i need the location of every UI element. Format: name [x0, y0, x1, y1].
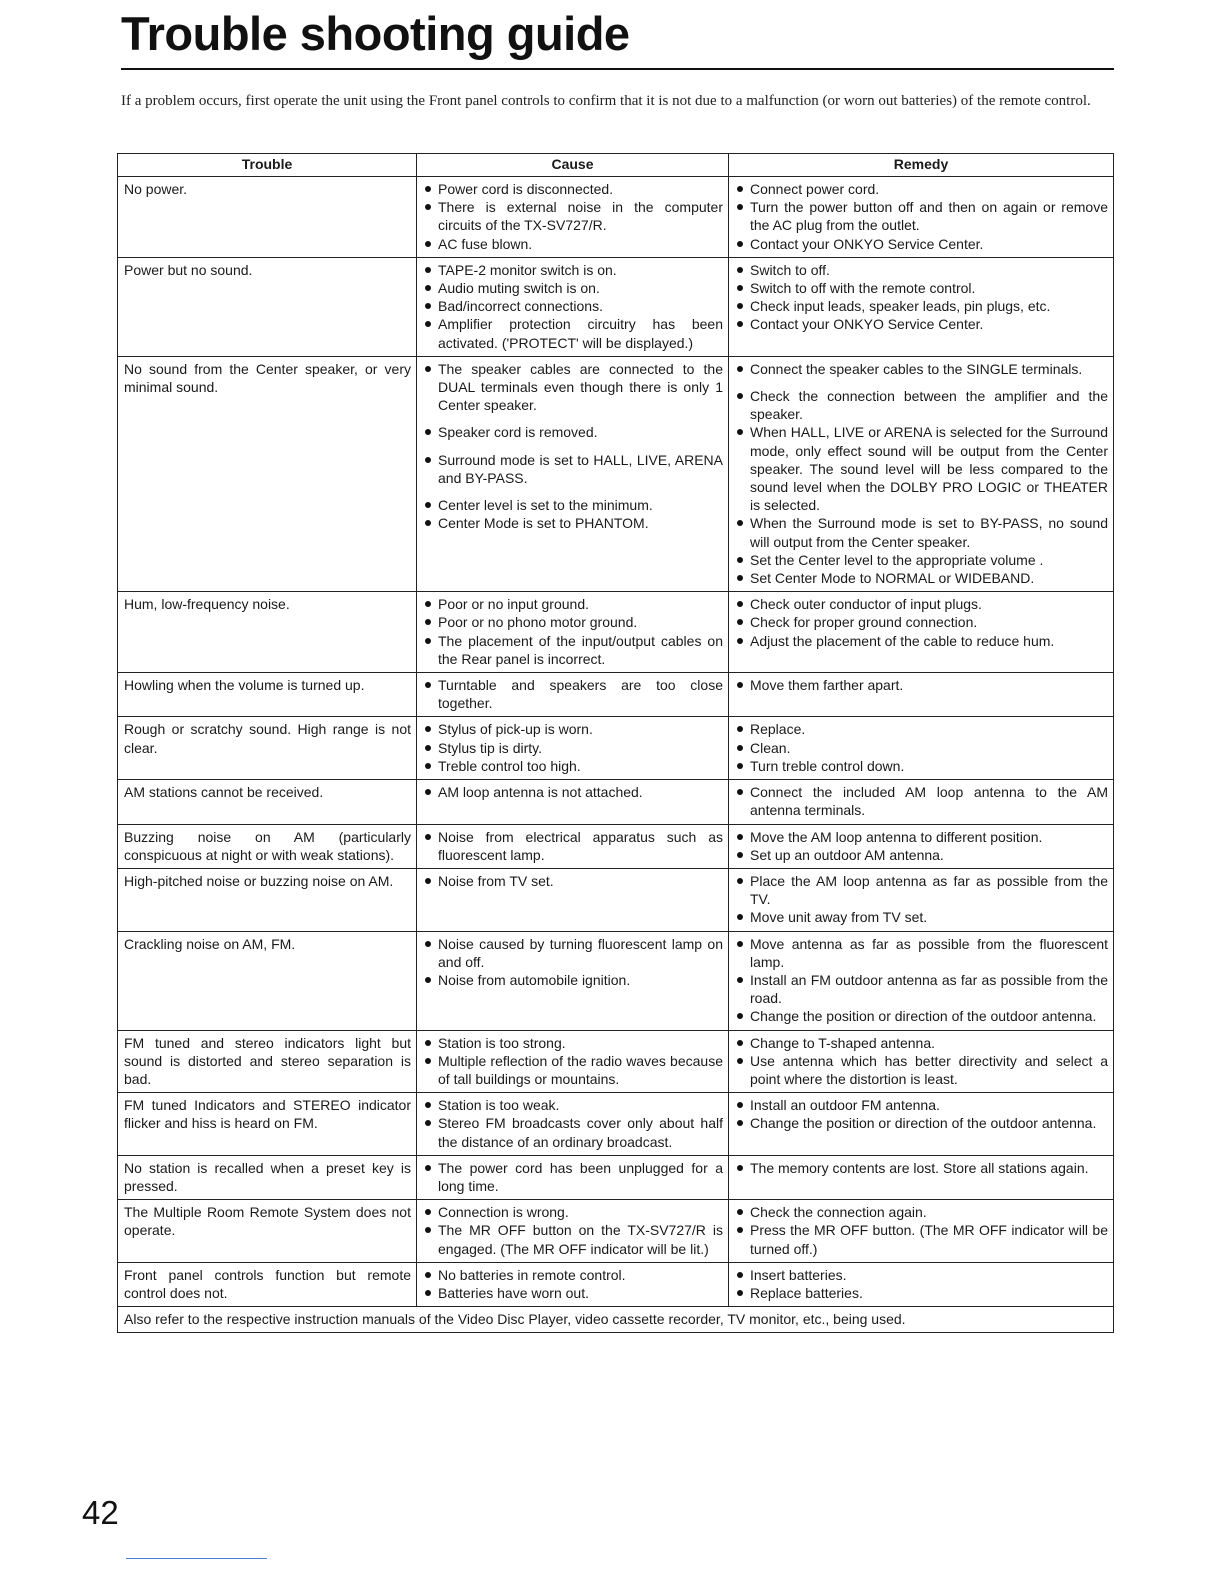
cause-item: Noise from electrical apparatus such as fluorescent lamp. — [423, 828, 723, 864]
remedy-cell-list — [735, 261, 1108, 334]
remedy-item: Place the AM loop antenna as far as possible from the TV. — [735, 872, 1108, 908]
cause-item: There is external noise in the computer circuits of the TX-SV727/R. — [423, 198, 723, 234]
remedy-item: Turn the power button off and then on again or remove the AC plug from the outlet. — [735, 198, 1108, 234]
cause-item: Amplifier protection circuitry has been activated. ('PROTECT' will be displayed.) — [423, 315, 723, 351]
cause-item: Power cord is disconnected. — [423, 180, 723, 198]
remedy-cell — [729, 673, 1114, 717]
remedy-item: Install an outdoor FM antenna. — [735, 1096, 1108, 1114]
table-row — [118, 717, 1114, 780]
trouble-cell: FM tuned and stereo indicators light but sound is distorted and stereo separation is bad. — [118, 1030, 417, 1093]
table-row — [118, 1093, 1114, 1156]
remedy-cell-list — [735, 1159, 1108, 1177]
cause-item: Station is too weak. — [423, 1096, 723, 1114]
remedy-item: Move unit away from TV set. — [735, 908, 1108, 926]
remedy-item: Move antenna as far as possible from the fluorescent lamp. — [735, 935, 1108, 971]
cause-cell-list — [423, 595, 723, 668]
remedy-item: Connect the speaker cables to the SINGLE terminals. — [735, 360, 1108, 378]
cause-item: Stylus tip is dirty. — [423, 739, 723, 757]
table-row — [118, 1155, 1114, 1199]
remedy-item: The memory contents are lost. Store all stations again. — [735, 1159, 1108, 1177]
remedy-cell-list — [735, 1203, 1108, 1258]
remedy-item: Check the connection again. — [735, 1203, 1108, 1221]
cause-cell-list — [423, 828, 723, 864]
table-row — [118, 673, 1114, 717]
title-rule — [121, 68, 1114, 70]
remedy-cell-list — [735, 783, 1108, 819]
remedy-item: Check outer conductor of input plugs. — [735, 595, 1108, 613]
remedy-item: Change to T-shaped antenna. — [735, 1034, 1108, 1052]
remedy-item: Contact your ONKYO Service Center. — [735, 315, 1108, 333]
cause-item: TAPE-2 monitor switch is on. — [423, 261, 723, 279]
trouble-shooting-table — [117, 153, 1114, 1333]
cause-cell — [417, 1200, 729, 1263]
remedy-item: Set up an outdoor AM antenna. — [735, 846, 1108, 864]
remedy-item: Change the position or direction of the outdoor antenna. — [735, 1114, 1108, 1132]
cause-cell — [417, 824, 729, 868]
cause-item: The speaker cables are connected to the DUAL terminals even though there is only 1 Center speaker. — [423, 360, 723, 415]
trouble-cell: Howling when the volume is turned up. — [118, 673, 417, 717]
cause-item: Center Mode is set to PHANTOM. — [423, 514, 723, 532]
remedy-cell-list — [735, 828, 1108, 864]
remedy-cell — [729, 868, 1114, 931]
remedy-item: Connect power cord. — [735, 180, 1108, 198]
remedy-item: Use antenna which has better directivity and select a point where the distortion is least. — [735, 1052, 1108, 1088]
cause-cell-list — [423, 180, 723, 253]
remedy-item: Clean. — [735, 739, 1108, 757]
table-header-row — [118, 154, 1114, 177]
cause-cell — [417, 1262, 729, 1306]
table-row — [118, 1030, 1114, 1093]
remedy-item: Connect the included AM loop antenna to the AM antenna terminals. — [735, 783, 1108, 819]
table-row — [118, 1200, 1114, 1263]
footer-note: Also refer to the respective instruction manuals of the Video Disc Player, video cassette recorder, TV monitor, etc., being used. — [118, 1307, 1114, 1333]
cause-cell — [417, 1093, 729, 1156]
cause-cell-list — [423, 360, 723, 533]
trouble-cell: Buzzing noise on AM (particularly conspicuous at night or with weak stations). — [118, 824, 417, 868]
remedy-item: Adjust the placement of the cable to reduce hum. — [735, 632, 1108, 650]
intro-paragraph: If a problem occurs, first operate the unit using the Front panel controls to confirm that it is not due to a malfunction (or worn out batteries) of the remote control. — [121, 93, 1091, 109]
trouble-cell: FM tuned Indicators and STEREO indicator flicker and hiss is heard on FM. — [118, 1093, 417, 1156]
cause-item: The power cord has been unplugged for a long time. — [423, 1159, 723, 1195]
trouble-cell: Hum, low-frequency noise. — [118, 592, 417, 673]
table-row — [118, 177, 1114, 258]
cause-cell — [417, 592, 729, 673]
cause-item: Noise from automobile ignition. — [423, 971, 723, 989]
remedy-cell-list — [735, 360, 1108, 587]
remedy-cell — [729, 257, 1114, 356]
trouble-cell: No power. — [118, 177, 417, 258]
cause-cell — [417, 1155, 729, 1199]
cause-cell-list — [423, 872, 723, 890]
cause-cell — [417, 356, 729, 591]
page-number: 42 — [82, 1494, 119, 1531]
cause-item: Batteries have worn out. — [423, 1284, 723, 1302]
remedy-item: Turn treble control down. — [735, 757, 1108, 775]
cause-cell-list — [423, 1034, 723, 1089]
remedy-cell-list — [735, 595, 1108, 650]
remedy-cell — [729, 717, 1114, 780]
cause-item: Audio muting switch is on. — [423, 279, 723, 297]
cause-item: Connection is wrong. — [423, 1203, 723, 1221]
trouble-cell: High-pitched noise or buzzing noise on AM. — [118, 868, 417, 931]
remedy-cell-list — [735, 872, 1108, 927]
remedy-item: Replace batteries. — [735, 1284, 1108, 1302]
trouble-cell: Power but no sound. — [118, 257, 417, 356]
cause-item: Station is too strong. — [423, 1034, 723, 1052]
remedy-cell — [729, 1262, 1114, 1306]
cause-cell-list — [423, 676, 723, 712]
remedy-item: Press the MR OFF button. (The MR OFF indicator will be turned off.) — [735, 1221, 1108, 1257]
remedy-cell-list — [735, 1034, 1108, 1089]
remedy-cell — [729, 780, 1114, 824]
table-row — [118, 592, 1114, 673]
remedy-item: Replace. — [735, 720, 1108, 738]
cause-item: Poor or no input ground. — [423, 595, 723, 613]
remedy-cell-list — [735, 1266, 1108, 1302]
header-trouble: Trouble — [118, 154, 417, 177]
remedy-item: Move the AM loop antenna to different position. — [735, 828, 1108, 846]
remedy-cell — [729, 592, 1114, 673]
trouble-cell: No sound from the Center speaker, or very minimal sound. — [118, 356, 417, 591]
header-cause: Cause — [417, 154, 729, 177]
cause-cell-list — [423, 1266, 723, 1302]
remedy-cell — [729, 356, 1114, 591]
table-row — [118, 868, 1114, 931]
bottom-edge-line — [126, 1558, 267, 1559]
remedy-item: Check for proper ground connection. — [735, 613, 1108, 631]
remedy-cell-list — [735, 935, 1108, 1026]
table-row — [118, 356, 1114, 591]
remedy-cell-list — [735, 720, 1108, 775]
cause-item: Stylus of pick-up is worn. — [423, 720, 723, 738]
trouble-cell: Front panel controls function but remote control does not. — [118, 1262, 417, 1306]
table-body — [118, 177, 1114, 1307]
cause-cell — [417, 931, 729, 1030]
remedy-item: Set Center Mode to NORMAL or WIDEBAND. — [735, 569, 1108, 587]
remedy-cell — [729, 177, 1114, 258]
cause-cell — [417, 780, 729, 824]
remedy-cell — [729, 1155, 1114, 1199]
page-title: Trouble shooting guide — [121, 7, 630, 60]
remedy-item: Insert batteries. — [735, 1266, 1108, 1284]
cause-cell-list — [423, 1159, 723, 1195]
remedy-item: Switch to off. — [735, 261, 1108, 279]
table-row — [118, 257, 1114, 356]
trouble-cell: AM stations cannot be received. — [118, 780, 417, 824]
cause-item: Center level is set to the minimum. — [423, 496, 723, 514]
cause-item: Noise from TV set. — [423, 872, 723, 890]
remedy-cell — [729, 824, 1114, 868]
cause-cell-list — [423, 261, 723, 352]
remedy-item: Move them farther apart. — [735, 676, 1108, 694]
cause-item: Stereo FM broadcasts cover only about half the distance of an ordinary broadcast. — [423, 1114, 723, 1150]
cause-cell-list — [423, 935, 723, 990]
table-row — [118, 1262, 1114, 1306]
header-remedy: Remedy — [729, 154, 1114, 177]
remedy-item: When the Surround mode is set to BY-PASS, no sound will output from the Center speaker. — [735, 514, 1108, 550]
cause-item: AC fuse blown. — [423, 235, 723, 253]
cause-cell — [417, 717, 729, 780]
cause-item: The MR OFF button on the TX-SV727/R is engaged. (The MR OFF indicator will be lit.) — [423, 1221, 723, 1257]
remedy-cell-list — [735, 1096, 1108, 1132]
cause-item: Speaker cord is removed. — [423, 423, 723, 441]
cause-item: Poor or no phono motor ground. — [423, 613, 723, 631]
remedy-cell-list — [735, 676, 1108, 694]
cause-cell-list — [423, 720, 723, 775]
remedy-cell — [729, 931, 1114, 1030]
trouble-cell: Rough or scratchy sound. High range is not clear. — [118, 717, 417, 780]
trouble-cell: Crackling noise on AM, FM. — [118, 931, 417, 1030]
cause-item: Bad/incorrect connections. — [423, 297, 723, 315]
remedy-cell-list — [735, 180, 1108, 253]
cause-cell-list — [423, 783, 723, 801]
cause-cell — [417, 1030, 729, 1093]
remedy-item: Contact your ONKYO Service Center. — [735, 235, 1108, 253]
cause-item: No batteries in remote control. — [423, 1266, 723, 1284]
remedy-item: Check the connection between the amplifier and the speaker. — [735, 387, 1108, 423]
cause-item: Multiple reflection of the radio waves because of tall buildings or mountains. — [423, 1052, 723, 1088]
cause-cell — [417, 673, 729, 717]
cause-cell-list — [423, 1096, 723, 1151]
trouble-cell: The Multiple Room Remote System does not operate. — [118, 1200, 417, 1263]
cause-item: Turntable and speakers are too close together. — [423, 676, 723, 712]
cause-item: Surround mode is set to HALL, LIVE, ARENA and BY-PASS. — [423, 451, 723, 487]
cause-item: Treble control too high. — [423, 757, 723, 775]
cause-cell-list — [423, 1203, 723, 1258]
remedy-cell — [729, 1200, 1114, 1263]
remedy-item: Switch to off with the remote control. — [735, 279, 1108, 297]
remedy-item: When HALL, LIVE or ARENA is selected for the Surround mode, only effect sound will be output from the Center speaker. The sound level will be less compared to the sound level when the DOLBY PRO LOGIC or THEATER is selected. — [735, 423, 1108, 514]
table-row — [118, 780, 1114, 824]
remedy-cell — [729, 1093, 1114, 1156]
cause-item: The placement of the input/output cables on the Rear panel is incorrect. — [423, 632, 723, 668]
cause-cell — [417, 868, 729, 931]
remedy-cell — [729, 1030, 1114, 1093]
trouble-cell: No station is recalled when a preset key is pressed. — [118, 1155, 417, 1199]
remedy-item: Change the position or direction of the outdoor antenna. — [735, 1007, 1108, 1025]
table-row — [118, 824, 1114, 868]
cause-cell — [417, 177, 729, 258]
table-footer-row — [118, 1307, 1114, 1333]
cause-item: AM loop antenna is not attached. — [423, 783, 723, 801]
table-row — [118, 931, 1114, 1030]
remedy-item: Install an FM outdoor antenna as far as possible from the road. — [735, 971, 1108, 1007]
cause-item: Noise caused by turning fluorescent lamp on and off. — [423, 935, 723, 971]
cause-cell — [417, 257, 729, 356]
remedy-item: Set the Center level to the appropriate volume . — [735, 551, 1108, 569]
remedy-item: Check input leads, speaker leads, pin plugs, etc. — [735, 297, 1108, 315]
